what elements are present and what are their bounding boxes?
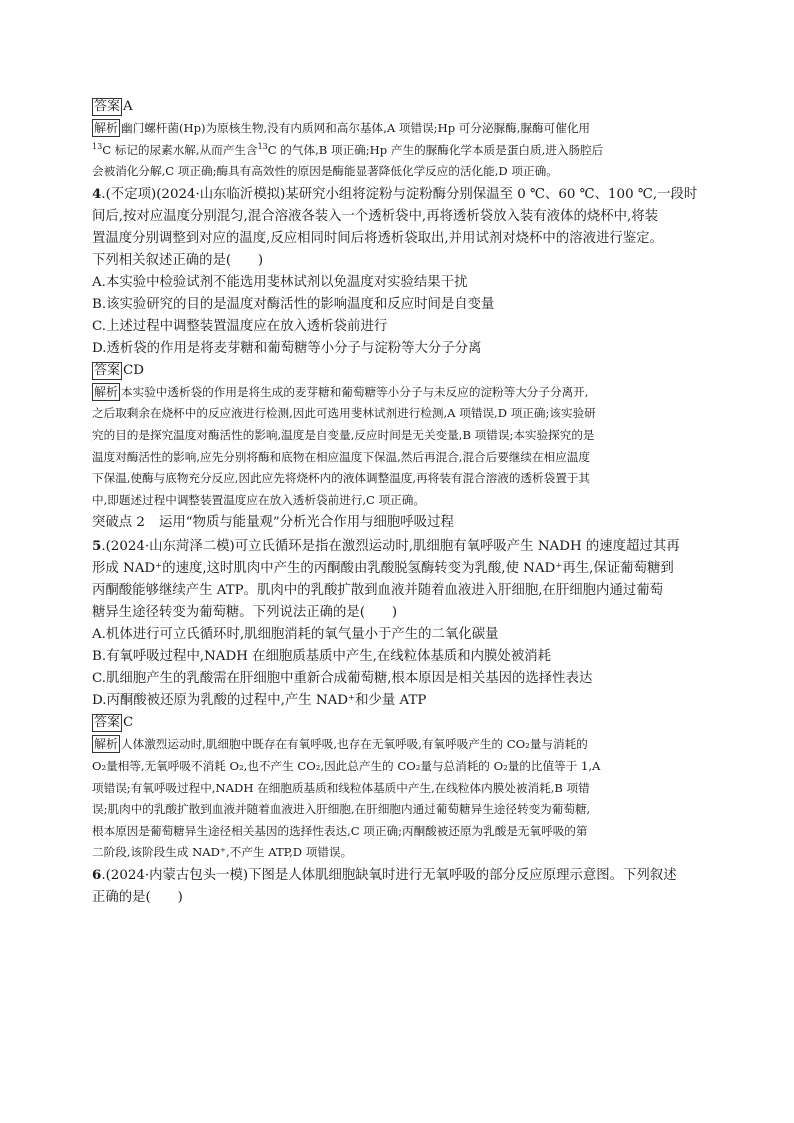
question-number: 5 <box>92 538 102 555</box>
q6-stem-text: .(2024·内蒙古包头一模)下图是人体肌细胞缺氧时进行无氧呼吸的部分反应原理示意图。下列叙述 <box>101 867 677 883</box>
q4-answer: CD <box>123 362 144 378</box>
q5-stem-line-4: 糖异生途径转变为葡萄糖。下列说法正确的是( ) <box>92 605 398 621</box>
analysis-tag: 解析 <box>94 737 119 752</box>
q4-analysis-line-3: 究的目的是探究温度对酶活性的影响,温度是自变量,反应时间是无关变量,B 项错误;本实验探究的是 <box>92 427 595 442</box>
q4-analysis-line-5: 下保温,使酶与底物充分反应,因此应先将烧杯内的液体调整温度,再将装有混合溶液的透析袋置于其 <box>92 471 590 486</box>
q4-analysis-line-4: 温度对酶活性的影响,应先分别将酶和底物在相应温度下保温,然后再混合,混合后要继续在相应温度 <box>92 449 590 464</box>
q5-option-c: C.肌细胞产生的乳酸需在肝细胞中重新合成葡萄糖,根本原因是相关基因的选择性表达 <box>92 671 593 687</box>
q5-analysis-line-4: 误;肌肉中的乳酸扩散到血液并随着血液进入肝细胞,在肝细胞内通过葡萄糖异生途径转变为葡萄糖, <box>92 802 591 817</box>
question-number: 4 <box>92 185 102 202</box>
q3-analysis-text: C 的气体,B 项正确;Hp 产生的脲酶化学本质是蛋白质,进入肠腔后 <box>267 142 604 157</box>
q5-analysis-text: 人体激烈运动时,肌细胞中既存在有氧呼吸,也存在无氧呼吸,有氧呼吸产生的 CO₂量与消耗的 <box>121 737 588 752</box>
section-heading <box>92 512 704 534</box>
q5-answer: C <box>123 715 134 731</box>
q6-stem-line-2: 正确的是( ) <box>92 889 183 905</box>
q4-option-a: A.本实验中检验试剂不能选用斐林试剂以免温度对实验结果干扰 <box>92 274 468 290</box>
q5-analysis-line-3: 项错误;有氧呼吸过程中,NADH 在细胞质基质和线粒体基质中产生,在线粒体内膜处被消耗,B 项错 <box>92 780 590 795</box>
q5-stem-line-3: 丙酮酸能够继续产生 ATP。肌肉中的乳酸扩散到血液并随着血液进入肝细胞,在肝细胞内通过葡萄 <box>92 583 664 599</box>
q4-analysis-text: 本实验中透析袋的作用是将生成的麦芽糖和葡萄糖等小分子与未反应的淀粉等大分子分离开, <box>121 384 589 399</box>
q5-stem-line-1 <box>92 535 704 558</box>
q5-analysis-line-6: 二阶段,该阶段生成 NAD⁺,不产生 ATP,D 项错误。 <box>92 845 353 860</box>
answer-tag: 答案 <box>94 99 121 114</box>
q5-stem-line-2: 形成 NAD⁺的速度,这时肌肉中产生的丙酮酸由乳酸脱氢酶转变为乳酸,使 NAD⁺再生,保证葡萄糖到 <box>92 561 674 577</box>
q5-analysis-line-2: O₂量相等,无氧呼吸不消耗 O₂,也不产生 CO₂,因此总产生的 CO₂量与总消耗的 O₂量的比值等于 1,A <box>92 758 601 773</box>
answer-tag: 答案 <box>94 715 121 731</box>
q5-option-d: D.丙酮酸被还原为乳酸的过程中,产生 NAD⁺和少量 ATP <box>92 693 427 709</box>
q4-option-d: D.透析袋的作用是将麦芽糖和葡萄糖等小分子与淀粉等大分子分离 <box>92 340 482 356</box>
analysis-tag: 解析 <box>94 384 119 399</box>
q6-stem-line-1 <box>92 864 704 887</box>
analysis-tag: 解析 <box>94 121 119 135</box>
q4-option-b: B.该实验研究的目的是温度对酶活性的影响温度和反应时间是自变量 <box>92 296 495 312</box>
q5-analysis-line-1 <box>92 734 704 756</box>
q4-stem-line-3: 置温度分别调整到对应的温度,反应相同时间后将透析袋取出,并用试剂对烧杯中的溶液进行鉴定。 <box>92 230 663 246</box>
q5-option-b: B.有氧呼吸过程中,NADH 在细胞质基质中产生,在线粒体基质和内膜处被消耗 <box>92 649 551 665</box>
section-name: 突破点 2 <box>92 515 145 531</box>
q5-analysis-line-5: 根本原因是葡萄糖异生途径相关基因的选择性表达,C 项正确;丙酮酸被还原为乳酸是无氧呼吸的第 <box>92 823 588 838</box>
q5-stem-text: .(2024·山东菏泽二模)可立氏循环是指在激烈运动时,肌细胞有氧呼吸产生 NADH 的速度超过其再 <box>101 539 680 555</box>
q4-answer-line <box>92 360 704 382</box>
q4-analysis-line-2: 之后取剩余在烧杯中的反应液进行检测,因此可选用斐林试剂进行检测,A 项错误,D 项正确;该实验研 <box>92 406 596 421</box>
q3-analysis-text: 幽门螺杆菌(Hp)为原核生物,没有内质网和高尔基体,A 项错误;Hp 可分泌脲酶,脲酶可催化用 <box>121 121 591 135</box>
q3-analysis-text: C 标记的尿素水解,从而产生含 <box>102 142 258 157</box>
question-number: 6 <box>92 866 102 883</box>
q3-analysis-line-1 <box>92 118 704 140</box>
q4-analysis-line-1 <box>92 382 704 404</box>
q4-stem-line-4: 下列相关叙述正确的是( ) <box>92 252 264 268</box>
q3-answer-line <box>92 96 704 118</box>
q3-analysis-line-2 <box>92 140 704 162</box>
q5-answer-line <box>92 712 704 734</box>
q5-option-a: A.机体进行可立氏循环时,肌细胞消耗的氧气量小于产生的二氧化碳量 <box>92 627 499 643</box>
q4-analysis-line-6: 中,即题述过程中调整装置温度应在放入透析袋前进行,C 项正确。 <box>92 492 425 507</box>
q4-option-c: C.上述过程中调整装置温度应在放入透析袋前进行 <box>92 318 388 334</box>
q4-stem-line-2: 间后,按对应温度分别混匀,混合溶液各装入一个透析袋中,再将透析袋放入装有液体的烧杯中,将装 <box>92 208 659 224</box>
q3-analysis-line-3 <box>92 161 704 183</box>
q3-analysis-text: 会被消化分解,C 项正确;酶具有高效性的原因是酶能显著降低化学反应的活化能,D 项正确。 <box>92 164 558 179</box>
q4-stem-line-1 <box>92 183 704 206</box>
q3-answer: A <box>123 99 133 114</box>
document-page <box>92 96 704 909</box>
isotope-superscript: 13 <box>257 141 268 151</box>
isotope-superscript: 13 <box>92 141 103 151</box>
q4-stem-text: .(不定项)(2024·山东临沂模拟)某研究小组将淀粉与淀粉酶分别保温至 0 ℃、60 ℃、100 ℃,一段时 <box>101 186 698 202</box>
answer-tag: 答案 <box>94 362 121 378</box>
section-title: 运用“物质与能量观”分析光合作用与细胞呼吸过程 <box>158 515 454 531</box>
